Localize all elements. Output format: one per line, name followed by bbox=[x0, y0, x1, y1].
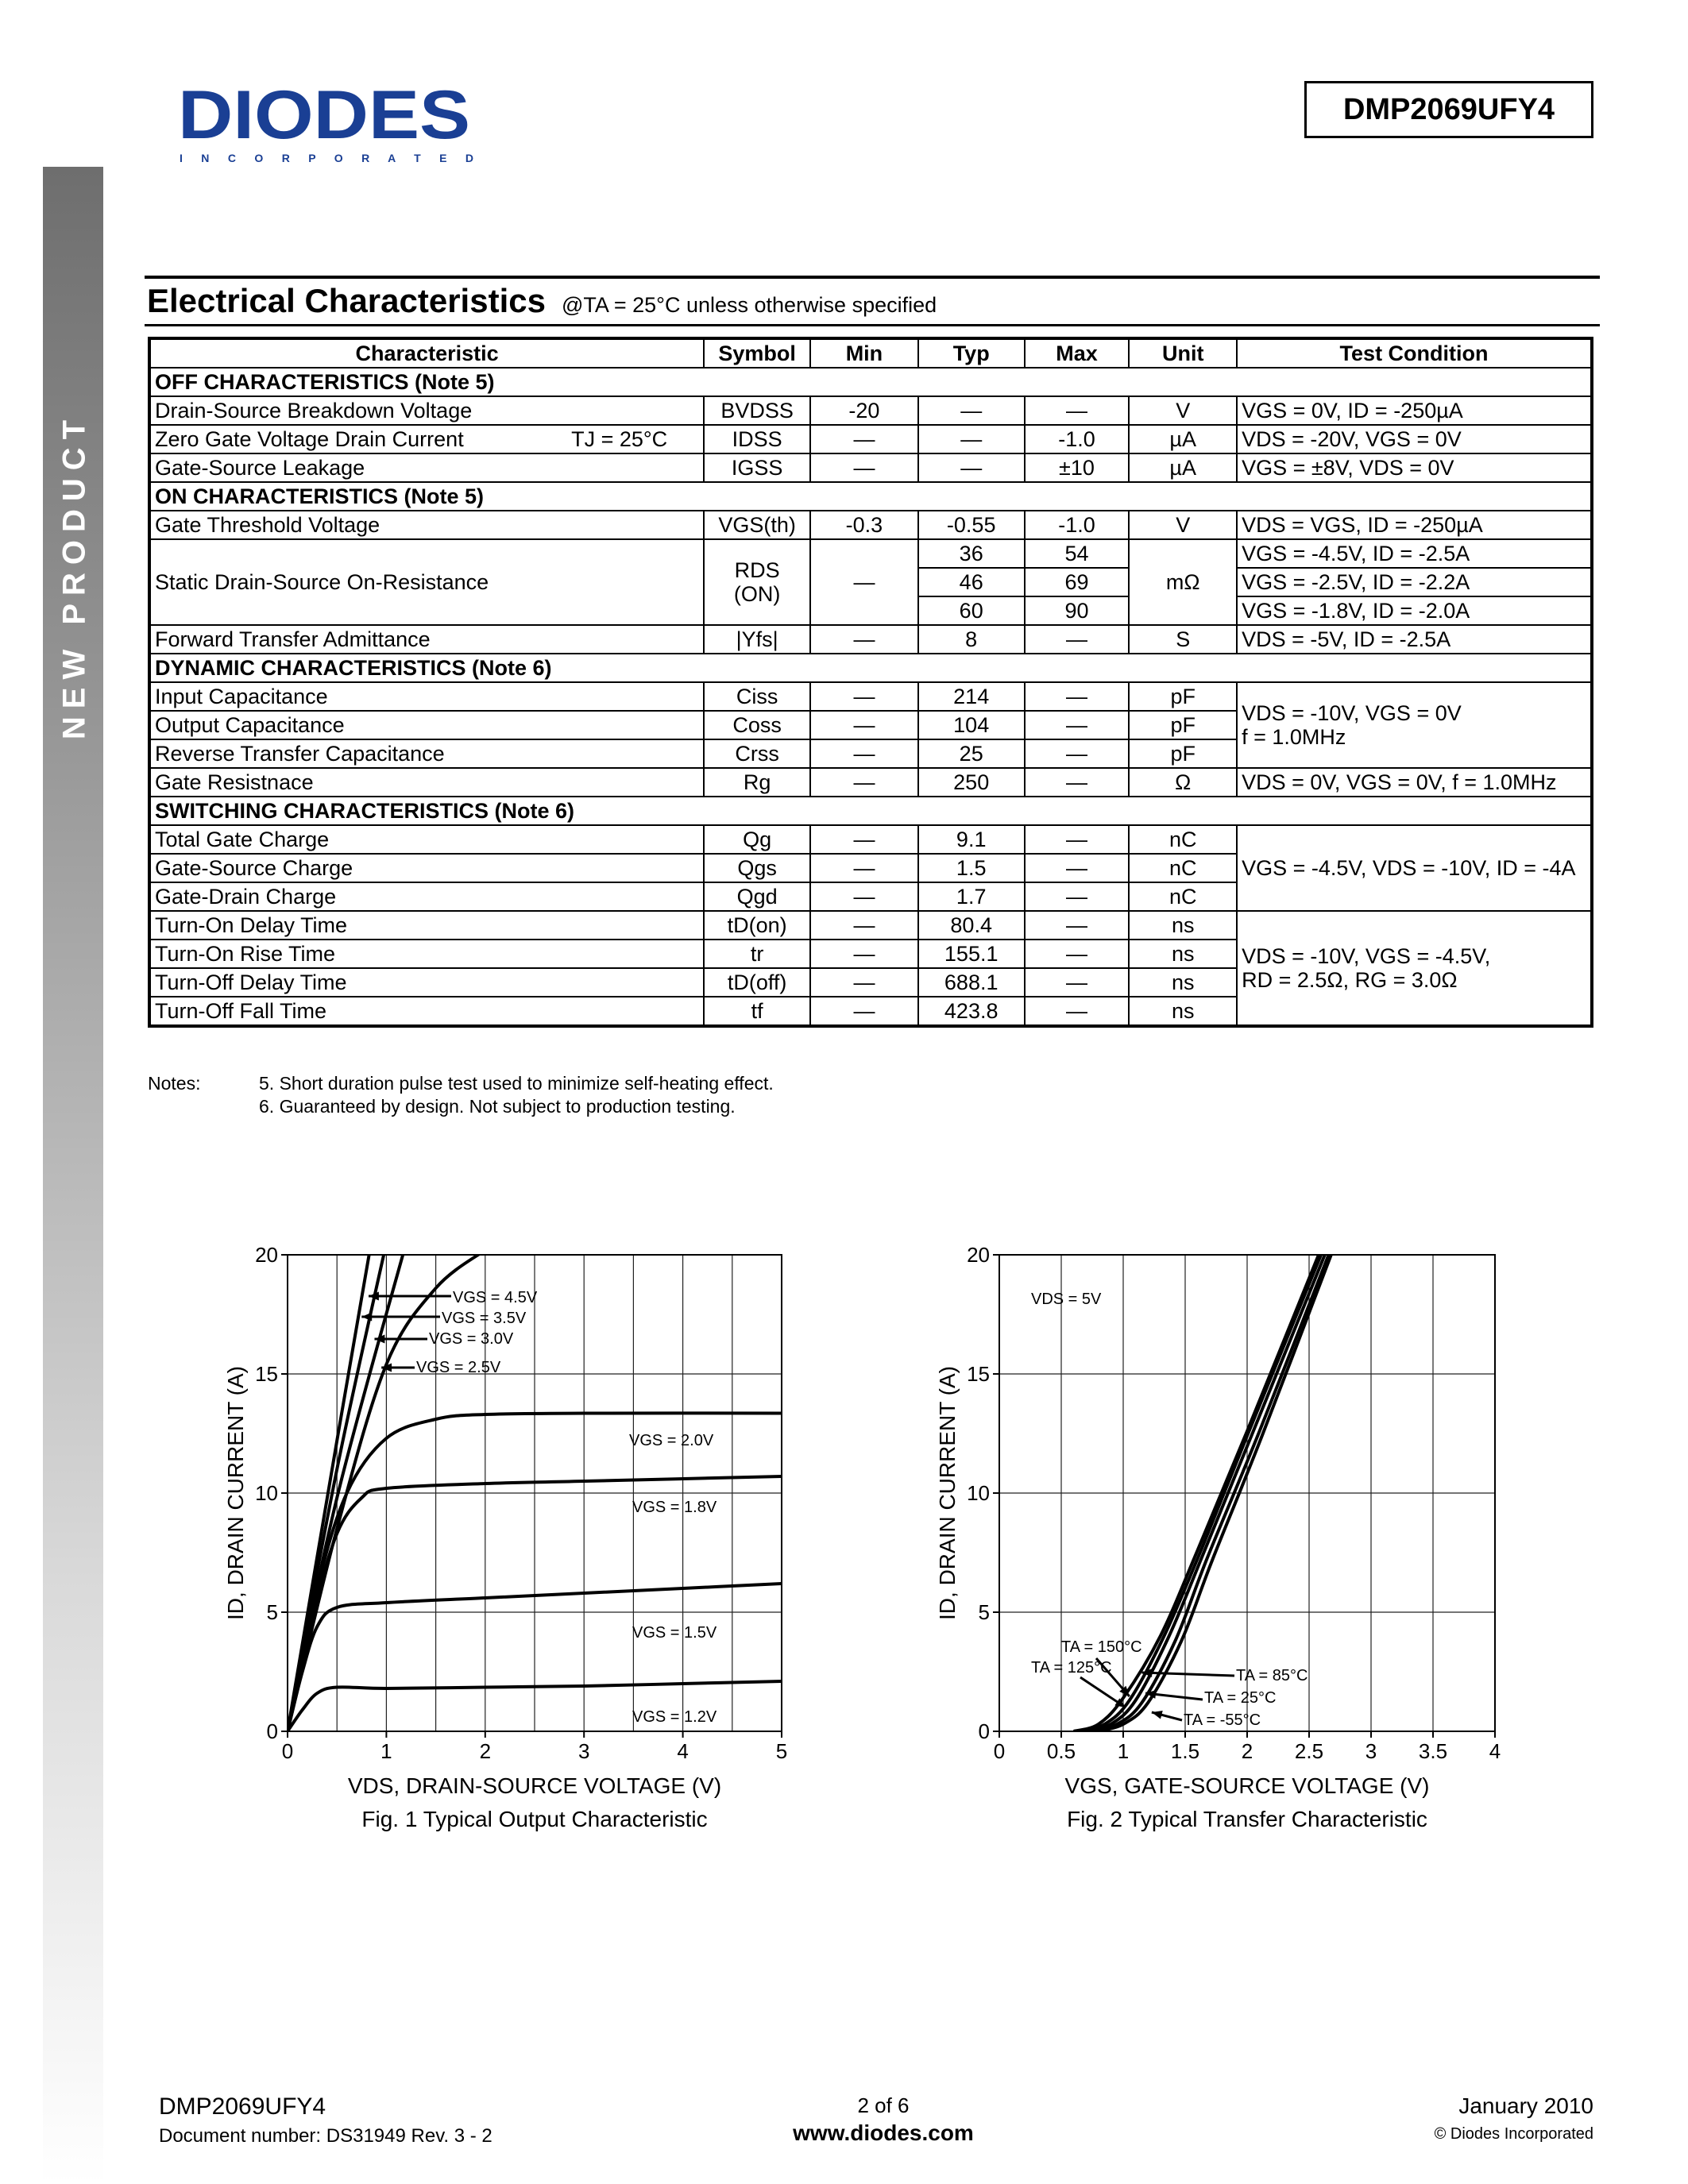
x-tick-label: 0 bbox=[281, 1739, 294, 1763]
note-item: 6. Guaranteed by design. Not subject to production testing. bbox=[259, 1096, 736, 1117]
y-tick-label: 10 bbox=[255, 1481, 278, 1505]
typ-cell: 250 bbox=[918, 768, 1025, 797]
char-cell: Reverse Transfer Capacitance bbox=[149, 739, 704, 768]
char-cell: Gate-Source Leakage bbox=[149, 453, 704, 482]
x-tick-label: 1 bbox=[1117, 1739, 1130, 1763]
min-cell: — bbox=[810, 682, 918, 711]
char-cell: Zero Gate Voltage Drain Current TJ = 25°C bbox=[149, 425, 704, 453]
chart-title: Fig. 2 Typical Transfer Characteristic bbox=[1067, 1807, 1427, 1831]
typ-cell: — bbox=[918, 396, 1025, 425]
table-row bbox=[149, 768, 1592, 797]
fig1-output-characteristic-chart bbox=[207, 1223, 810, 1843]
unit-cell: S bbox=[1129, 625, 1237, 654]
min-cell: -0.3 bbox=[810, 511, 918, 539]
condition-cell: VDS = -10V, VGS = 0V f = 1.0MHz bbox=[1237, 682, 1592, 768]
condition-cell: VGS = -2.5V, ID = -2.2A bbox=[1237, 568, 1592, 596]
series-label: TA = -55°C bbox=[1184, 1711, 1261, 1729]
unit-cell: µA bbox=[1129, 425, 1237, 453]
max-cell: — bbox=[1025, 997, 1130, 1026]
max-cell: 54 bbox=[1025, 539, 1130, 568]
max-cell: — bbox=[1025, 882, 1130, 911]
typ-cell: 46 bbox=[918, 568, 1025, 596]
x-tick-label: 0 bbox=[993, 1739, 1006, 1763]
symbol-cell: Qg bbox=[704, 825, 810, 854]
series-label: TA = 25°C bbox=[1204, 1689, 1277, 1707]
char-cell: Gate-Source Charge bbox=[149, 854, 704, 882]
char-cell: Total Gate Charge bbox=[149, 825, 704, 854]
series-label: TA = 150°C bbox=[1061, 1638, 1142, 1656]
note-item: 5. Short duration pulse test used to minimize self-heating effect. bbox=[259, 1073, 774, 1094]
unit-cell: pF bbox=[1129, 682, 1237, 711]
symbol-cell: Ciss bbox=[704, 682, 810, 711]
y-tick-label: 20 bbox=[255, 1243, 278, 1267]
unit-cell: µA bbox=[1129, 453, 1237, 482]
series-label: VGS = 1.2V bbox=[632, 1708, 717, 1726]
max-cell: -1.0 bbox=[1025, 425, 1130, 453]
min-cell: — bbox=[810, 739, 918, 768]
max-cell: ±10 bbox=[1025, 453, 1130, 482]
min-cell: — bbox=[810, 453, 918, 482]
series-label: TA = 125°C bbox=[1031, 1659, 1112, 1677]
y-tick-label: 5 bbox=[978, 1600, 990, 1624]
sidebar-label: NEW PRODUCT bbox=[56, 411, 92, 740]
min-cell: -20 bbox=[810, 396, 918, 425]
section-label: OFF CHARACTERISTICS (Note 5) bbox=[149, 368, 1592, 396]
symbol-cell: VGS(th) bbox=[704, 511, 810, 539]
table-header-row bbox=[149, 338, 1592, 368]
max-cell: 69 bbox=[1025, 568, 1130, 596]
typ-cell: -0.55 bbox=[918, 511, 1025, 539]
footer-docnum: Document number: DS31949 Rev. 3 - 2 bbox=[159, 2125, 492, 2147]
footer-copyright: © Diodes Incorporated bbox=[1434, 2125, 1593, 2143]
logo-subtitle: I N C O R P O R A T E D bbox=[180, 152, 473, 164]
symbol-cell: tD(on) bbox=[704, 911, 810, 940]
x-tick-label: 2 bbox=[479, 1739, 492, 1763]
symbol-cell: IDSS bbox=[704, 425, 810, 453]
char-cell: Turn-Off Delay Time bbox=[149, 968, 704, 997]
min-cell: — bbox=[810, 625, 918, 654]
y-tick-label: 5 bbox=[266, 1600, 278, 1624]
symbol-cell: RDS (ON) bbox=[704, 539, 810, 625]
condition-cell: VDS = -20V, VGS = 0V bbox=[1237, 425, 1592, 453]
unit-cell: ns bbox=[1129, 968, 1237, 997]
typ-cell: 423.8 bbox=[918, 997, 1025, 1026]
table-row bbox=[149, 682, 1592, 711]
symbol-cell: BVDSS bbox=[704, 396, 810, 425]
char-cell: Forward Transfer Admittance bbox=[149, 625, 704, 654]
x-axis-label: VDS, DRAIN-SOURCE VOLTAGE (V) bbox=[347, 1773, 722, 1798]
table-row bbox=[149, 511, 1592, 539]
series-label: VGS = 2.0V bbox=[629, 1432, 714, 1449]
char-cell: Gate Threshold Voltage bbox=[149, 511, 704, 539]
typ-cell: 8 bbox=[918, 625, 1025, 654]
series-label: VGS = 2.5V bbox=[416, 1359, 501, 1376]
series-line bbox=[1080, 1248, 1323, 1731]
x-tick-label: 3 bbox=[1365, 1739, 1377, 1763]
symbol-cell: tD(off) bbox=[704, 968, 810, 997]
series-label: VGS = 3.0V bbox=[429, 1330, 514, 1348]
max-cell: — bbox=[1025, 825, 1130, 854]
notes-label: Notes: bbox=[148, 1073, 201, 1094]
condition-cell: VGS = -4.5V, VDS = -10V, ID = -4A bbox=[1237, 825, 1592, 911]
min-cell: — bbox=[810, 425, 918, 453]
y-axis-label: ID, DRAIN CURRENT (A) bbox=[223, 1366, 248, 1620]
x-tick-label: 3 bbox=[577, 1739, 590, 1763]
table-row bbox=[149, 396, 1592, 425]
max-cell: — bbox=[1025, 940, 1130, 968]
symbol-cell: Rg bbox=[704, 768, 810, 797]
min-cell: — bbox=[810, 911, 918, 940]
max-cell: — bbox=[1025, 625, 1130, 654]
unit-cell: pF bbox=[1129, 739, 1237, 768]
unit-cell: ns bbox=[1129, 997, 1237, 1026]
max-cell: — bbox=[1025, 968, 1130, 997]
char-cell: Turn-Off Fall Time bbox=[149, 997, 704, 1026]
series-label: TA = 85°C bbox=[1236, 1667, 1308, 1684]
logo-wordmark: DIODES bbox=[178, 86, 470, 153]
min-cell: — bbox=[810, 968, 918, 997]
min-cell: — bbox=[810, 711, 918, 739]
x-tick-label: 4 bbox=[1489, 1739, 1501, 1763]
symbol-cell: IGSS bbox=[704, 453, 810, 482]
series-group bbox=[1074, 1248, 1335, 1731]
condition-cell: VDS = -10V, VGS = -4.5V, RD = 2.5Ω, RG = 3.0Ω bbox=[1237, 911, 1592, 1026]
table-row bbox=[149, 825, 1592, 854]
min-cell: — bbox=[810, 882, 918, 911]
section-row bbox=[149, 797, 1592, 825]
min-cell: — bbox=[810, 825, 918, 854]
part-number-box bbox=[1304, 81, 1593, 138]
section-heading bbox=[147, 282, 937, 320]
max-cell: — bbox=[1025, 711, 1130, 739]
unit-cell: nC bbox=[1129, 825, 1237, 854]
max-cell: — bbox=[1025, 911, 1130, 940]
char-cell: Static Drain-Source On-Resistance bbox=[149, 539, 704, 625]
x-tick-label: 1 bbox=[380, 1739, 392, 1763]
x-tick-label: 1.5 bbox=[1170, 1739, 1200, 1763]
condition-cell: VDS = -5V, ID = -2.5A bbox=[1237, 625, 1592, 654]
symbol-cell: Coss bbox=[704, 711, 810, 739]
series-label: VGS = 4.5V bbox=[453, 1289, 538, 1306]
diodes-logo bbox=[175, 86, 477, 165]
max-cell: -1.0 bbox=[1025, 511, 1130, 539]
x-tick-label: 2.5 bbox=[1294, 1739, 1324, 1763]
char-cell: Turn-On Rise Time bbox=[149, 940, 704, 968]
max-cell: — bbox=[1025, 768, 1130, 797]
unit-cell: nC bbox=[1129, 882, 1237, 911]
unit-cell: ns bbox=[1129, 911, 1237, 940]
header-cell: Typ bbox=[918, 338, 1025, 368]
section-condition: @TA = 25°C unless otherwise specified bbox=[561, 293, 937, 317]
table-row bbox=[149, 453, 1592, 482]
symbol-cell: |Yfs| bbox=[704, 625, 810, 654]
typ-cell: 25 bbox=[918, 739, 1025, 768]
char-cell: Input Capacitance bbox=[149, 682, 704, 711]
header-cell: Test Condition bbox=[1237, 338, 1592, 368]
footer-page: 2 of 6 bbox=[857, 2093, 910, 2117]
x-tick-label: 2 bbox=[1241, 1739, 1253, 1763]
x-tick-label: 5 bbox=[775, 1739, 788, 1763]
y-tick-label: 15 bbox=[967, 1362, 990, 1386]
unit-cell: pF bbox=[1129, 711, 1237, 739]
min-cell: — bbox=[810, 997, 918, 1026]
table-row bbox=[149, 625, 1592, 654]
typ-cell: 1.7 bbox=[918, 882, 1025, 911]
series-label: VDS = 5V bbox=[1031, 1291, 1102, 1308]
condition-cell: VGS = -1.8V, ID = -2.0A bbox=[1237, 596, 1592, 625]
arrow-head bbox=[361, 1313, 372, 1322]
typ-cell: 104 bbox=[918, 711, 1025, 739]
header-cell: Max bbox=[1025, 338, 1130, 368]
typ-cell: 1.5 bbox=[918, 854, 1025, 882]
min-cell: — bbox=[810, 940, 918, 968]
table-row bbox=[149, 911, 1592, 940]
section-title: Electrical Characteristics bbox=[147, 282, 546, 319]
header-cell: Unit bbox=[1129, 338, 1237, 368]
series-label: VGS = 3.5V bbox=[442, 1310, 527, 1327]
header-cell: Min bbox=[810, 338, 918, 368]
table-row bbox=[149, 539, 1592, 568]
y-axis-label: ID, DRAIN CURRENT (A) bbox=[935, 1366, 960, 1620]
condition-cell: VGS = 0V, ID = -250µA bbox=[1237, 396, 1592, 425]
symbol-cell: Crss bbox=[704, 739, 810, 768]
typ-cell: 155.1 bbox=[918, 940, 1025, 968]
typ-cell: 80.4 bbox=[918, 911, 1025, 940]
part-number: DMP2069UFY4 bbox=[1342, 92, 1555, 126]
char-cell: Output Capacitance bbox=[149, 711, 704, 739]
symbol-cell: Qgs bbox=[704, 854, 810, 882]
top-rule bbox=[145, 276, 1600, 279]
char-cell: Turn-On Delay Time bbox=[149, 911, 704, 940]
condition-cell: VDS = VGS, ID = -250µA bbox=[1237, 511, 1592, 539]
y-tick-label: 0 bbox=[978, 1719, 990, 1743]
section-label: SWITCHING CHARACTERISTICS (Note 6) bbox=[149, 797, 1592, 825]
footer-part: DMP2069UFY4 bbox=[159, 2093, 326, 2120]
typ-cell: — bbox=[918, 425, 1025, 453]
max-cell: — bbox=[1025, 854, 1130, 882]
y-tick-label: 0 bbox=[266, 1719, 278, 1743]
max-cell: — bbox=[1025, 682, 1130, 711]
condition-cell: VDS = 0V, VGS = 0V, f = 1.0MHz bbox=[1237, 768, 1592, 797]
unit-cell: ns bbox=[1129, 940, 1237, 968]
x-tick-label: 0.5 bbox=[1046, 1739, 1076, 1763]
typ-cell: 688.1 bbox=[918, 968, 1025, 997]
y-tick-label: 20 bbox=[967, 1243, 990, 1267]
unit-cell: mΩ bbox=[1129, 539, 1237, 625]
section-label: ON CHARACTERISTICS (Note 5) bbox=[149, 482, 1592, 511]
chart-title: Fig. 1 Typical Output Characteristic bbox=[361, 1807, 708, 1831]
condition-cell: VGS = -4.5V, ID = -2.5A bbox=[1237, 539, 1592, 568]
header-cell: Characteristic bbox=[149, 338, 704, 368]
header-cell: Symbol bbox=[704, 338, 810, 368]
title-rule bbox=[145, 324, 1600, 326]
typ-cell: — bbox=[918, 453, 1025, 482]
min-cell: — bbox=[810, 768, 918, 797]
footer-date: January 2010 bbox=[1458, 2093, 1593, 2118]
y-tick-label: 15 bbox=[255, 1362, 278, 1386]
condition-cell: VGS = ±8V, VDS = 0V bbox=[1237, 453, 1592, 482]
footer-website[interactable]: www.diodes.com bbox=[793, 2120, 974, 2145]
series-label: VGS = 1.8V bbox=[632, 1499, 717, 1516]
x-tick-label: 3.5 bbox=[1418, 1739, 1448, 1763]
min-cell: — bbox=[810, 854, 918, 882]
typ-cell: 60 bbox=[918, 596, 1025, 625]
section-label: DYNAMIC CHARACTERISTICS (Note 6) bbox=[149, 654, 1592, 682]
unit-cell: V bbox=[1129, 511, 1237, 539]
unit-cell: V bbox=[1129, 396, 1237, 425]
max-cell: 90 bbox=[1025, 596, 1130, 625]
char-cell: Gate-Drain Charge bbox=[149, 882, 704, 911]
series-label: VGS = 1.5V bbox=[632, 1624, 717, 1642]
unit-cell: nC bbox=[1129, 854, 1237, 882]
electrical-characteristics-table bbox=[148, 337, 1593, 1028]
x-axis-label: VGS, GATE-SOURCE VOLTAGE (V) bbox=[1064, 1773, 1430, 1798]
min-cell: — bbox=[810, 539, 918, 625]
symbol-cell: tr bbox=[704, 940, 810, 968]
unit-cell: Ω bbox=[1129, 768, 1237, 797]
x-tick-label: 4 bbox=[677, 1739, 689, 1763]
typ-cell: 36 bbox=[918, 539, 1025, 568]
section-row bbox=[149, 654, 1592, 682]
char-cell: Gate Resistnace bbox=[149, 768, 704, 797]
y-tick-label: 10 bbox=[967, 1481, 990, 1505]
symbol-cell: Qgd bbox=[704, 882, 810, 911]
max-cell: — bbox=[1025, 739, 1130, 768]
typ-cell: 9.1 bbox=[918, 825, 1025, 854]
section-row bbox=[149, 368, 1592, 396]
typ-cell: 214 bbox=[918, 682, 1025, 711]
char-cell: Drain-Source Breakdown Voltage bbox=[149, 396, 704, 425]
annotation-arrow bbox=[1141, 1673, 1234, 1676]
table-row bbox=[149, 425, 1592, 453]
max-cell: — bbox=[1025, 396, 1130, 425]
section-row bbox=[149, 482, 1592, 511]
char-extra: TJ = 25°C bbox=[571, 427, 668, 451]
fig2-transfer-characteristic-chart bbox=[921, 1223, 1525, 1843]
symbol-cell: tf bbox=[704, 997, 810, 1026]
